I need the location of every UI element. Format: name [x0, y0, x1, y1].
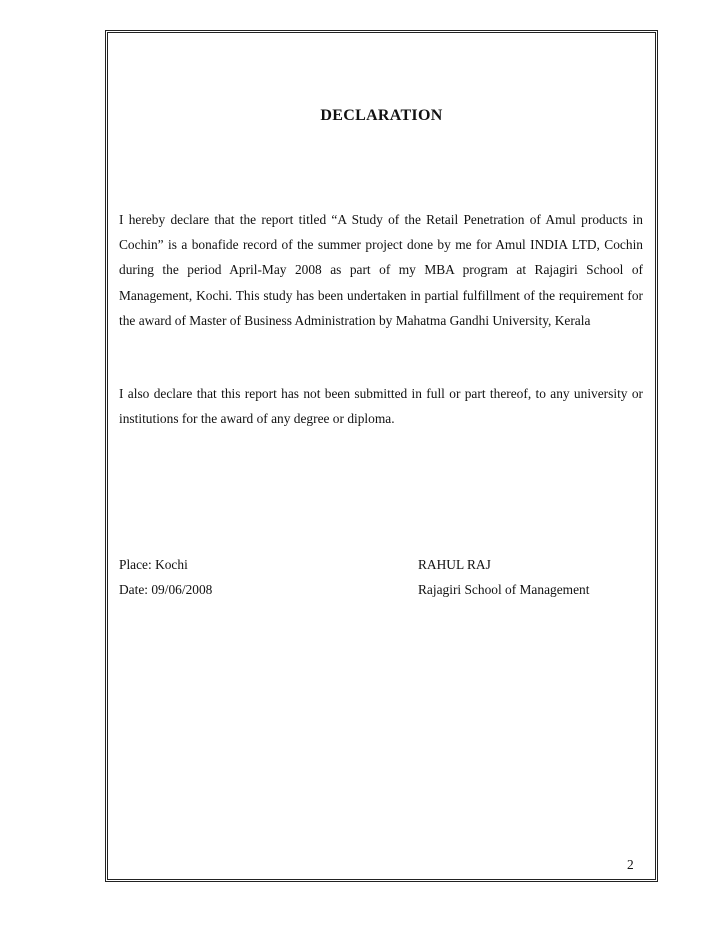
page-title: DECLARATION	[320, 107, 443, 124]
date-line: Date: 09/06/2008	[119, 582, 213, 597]
page-number: 2	[627, 857, 634, 872]
signatory-name: RAHUL RAJ	[418, 557, 491, 572]
declaration-paragraph-2: I also declare that this report has not been submitted in full or part thereof, to any university or institutions for the award of any degree or diploma.	[119, 386, 643, 427]
page-border	[105, 30, 658, 882]
place-line: Place: Kochi	[119, 557, 188, 572]
signatory-institution: Rajagiri School of Management	[418, 582, 590, 597]
declaration-paragraph-1: I hereby declare that the report titled “A Study of the Retail Penetration of Amul products in Cochin” is a bonafide record of the summer project done by me for Amul INDIA LTD, Cochin during the period April-May 2008 as part of my MBA program at Rajagiri School of Management, Kochi. This study has been undertaken in partial fulfillment of the requirement for the award of Master of Business Administration by Mahatma Gandhi University, Kerala	[119, 212, 643, 328]
